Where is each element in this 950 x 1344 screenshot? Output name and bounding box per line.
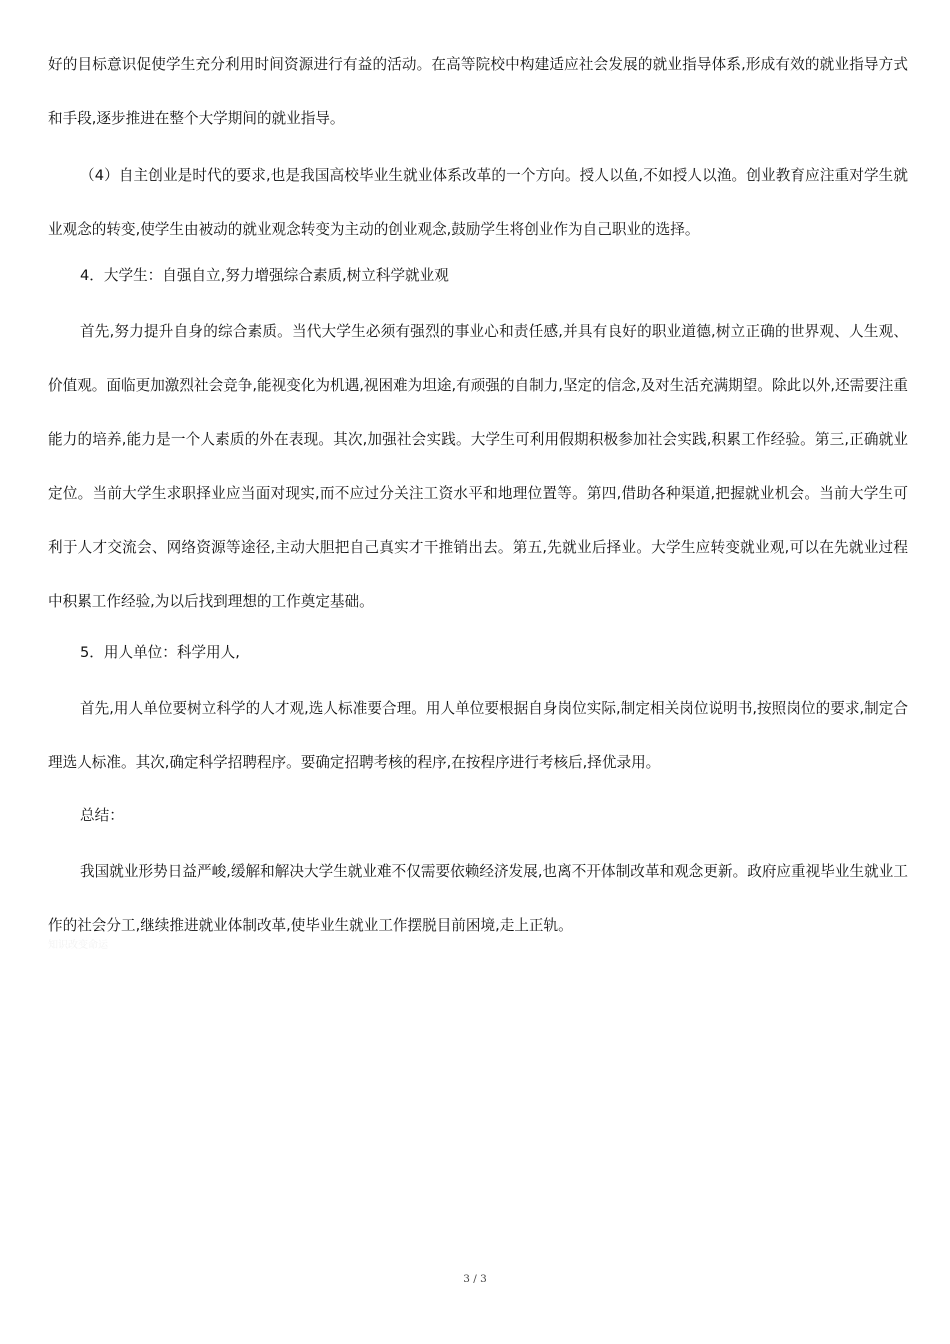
- paragraph-goal-awareness: 好的目标意识促使学生充分利用时间资源进行有益的活动。在高等院校中构建适应社会发展的就业指导体系,形成有效的就业指导方式和手段,逐步推进在整个大学期间的就业指导。: [48, 56, 908, 127]
- watermark-text: 知识改变命运: [48, 940, 108, 951]
- section-heading-summary: 总结：: [80, 807, 124, 824]
- paragraph-employers: 首先,用人单位要树立科学的人才观,选人标准要合理。用人单位要根据自身岗位实际,制定相关岗位说明书,按照岗位的要求,制定合理选人标准。其次,确定科学招聘程序。要确定招聘考核的程序,在按程序进行考核后,择优录用。: [48, 700, 908, 771]
- paragraph-students: 首先,努力提升自身的综合素质。当代大学生必须有强烈的事业心和责任感,并具有良好的职业道德,树立正确的世界观、人生观、价值观。面临更加激烈社会竞争,能视变化为机遇,视困难为坦途,有顽强的自制力,坚定的信念,及对生活充满期望。除此以外,还需要注重能力的培养,能力是一个人素质的外在表现。其次,加强社会实践。大学生可利用假期积极参加社会实践,积累工作经验。第三,正确就业定位。当前大学生求职择业应当面对现实,而不应过分关注工资水平和地理位置等。第四,借助各种渠道,把握就业机会。当前大学生可利于人才交流会、网络资源等途径,主动大胆把自己真实才干推销出去。第五,先就业后择业。大学生应转变就业观,可以在先就业过程中积累工作经验,为以后找到理想的工作奠定基础。: [48, 323, 908, 610]
- paragraph-summary: 我国就业形势日益严峻,缓解和解决大学生就业难不仅需要依赖经济发展,也离不开体制改革和观念更新。政府应重视毕业生就业工作的社会分工,继续推进就业体制改革,使毕业生就业工作摆脱目前困境,走上正轨。: [48, 863, 908, 934]
- document-body: [48, 54, 908, 953]
- paragraph-entrepreneurship: （4）自主创业是时代的要求,也是我国高校毕业生就业体系改革的一个方向。授人以鱼,不如授人以渔。创业教育应注重对学生就业观念的转变,使学生由被动的就业观念转变为主动的创业观念,鼓励学生将创业作为自己职业的选择。: [48, 167, 908, 238]
- section-heading-employers: 5．用人单位：科学用人,: [80, 644, 240, 661]
- section-heading-students: 4．大学生：自强自立,努力增强综合素质,树立科学就业观: [80, 267, 449, 284]
- page-number: 3 / 3: [463, 1273, 487, 1285]
